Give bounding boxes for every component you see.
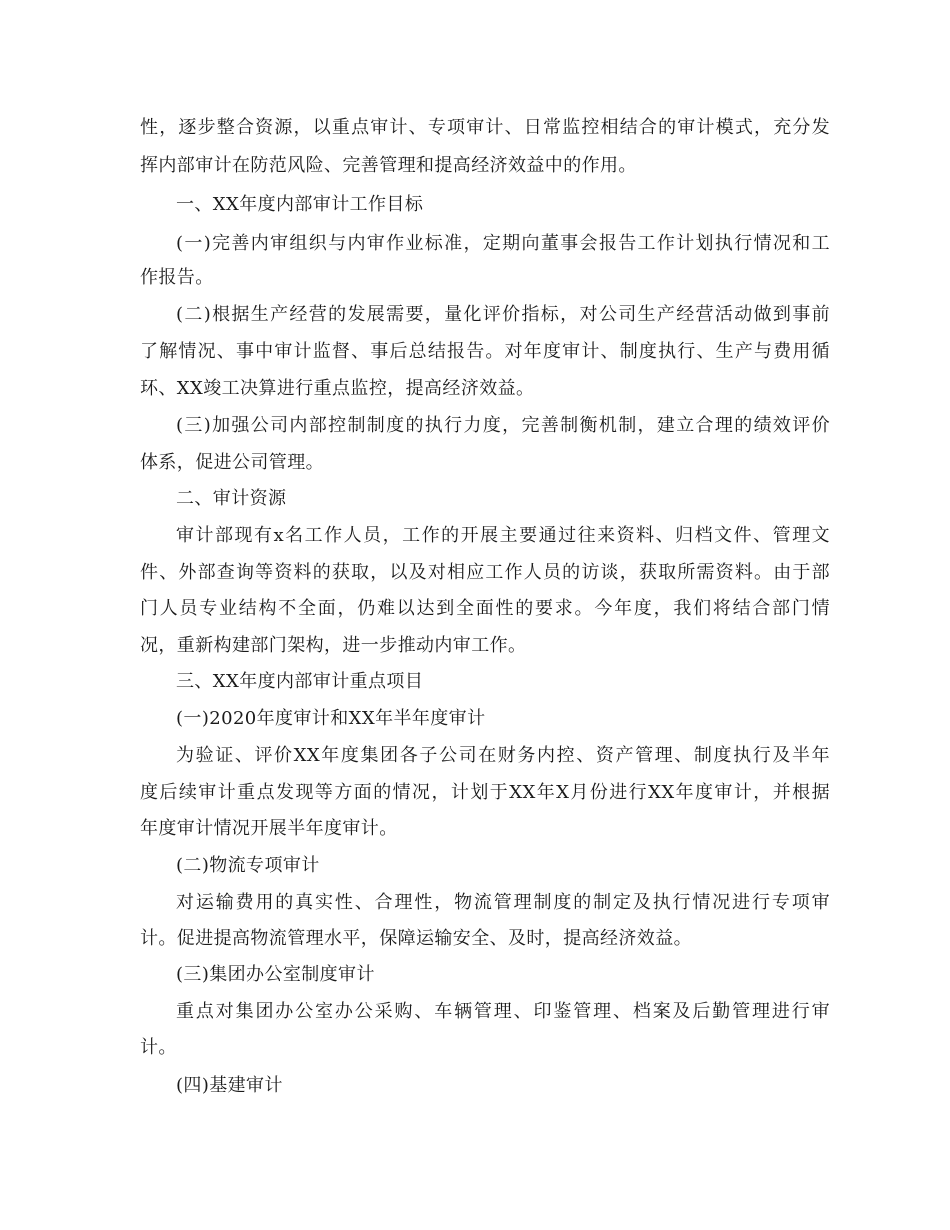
paragraph-line: (一)完善内审组织与内审作业标准，定期向董事会报告工作计划执行情况和工 — [176, 233, 830, 254]
paragraph-line: 计。 — [140, 1037, 177, 1058]
paragraph-line: 重点对集团办公室办公采购、车辆管理、印鉴管理、档案及后勤管理进行审 — [176, 1001, 830, 1022]
paragraph-line: (二)根据生产经营的发展需要，量化评价指标，对公司生产经营活动做到事前 — [176, 304, 830, 325]
paragraph-line: 挥内部审计在防范风险、完善管理和提高经济效益中的作用。 — [140, 155, 637, 176]
paragraph-line: 门人员专业结构不全面，仍难以达到全面性的要求。今年度，我们将结合部门情 — [140, 598, 830, 619]
paragraph-line: 况，重新构建部门架构，进一步推动内审工作。 — [140, 635, 527, 656]
subsection-heading: (三)集团办公室制度审计 — [176, 964, 375, 985]
section-heading: 二、审计资源 — [176, 488, 287, 509]
subsection-heading: (一)2020年度审计和XX年半年度审计 — [176, 708, 486, 729]
paragraph-line: 环、XX竣工决算进行重点监控，提高经济效益。 — [140, 378, 535, 399]
paragraph-line: 度后续审计重点发现等方面的情况，计划于XX年X月份进行XX年度审计，并根据 — [140, 782, 830, 803]
paragraph-line: 了解情况、事中审计监督、事后总结报告。对年度审计、制度执行、生产与费用循 — [140, 341, 830, 362]
paragraph-line: 为验证、评价XX年度集团各子公司在财务内控、资产管理、制度执行及半年 — [176, 745, 830, 766]
paragraph-line: 作报告。 — [140, 267, 214, 288]
paragraph-line: 年度审计情况开展半年度审计。 — [140, 818, 398, 839]
section-heading: 一、XX年度内部审计工作目标 — [176, 194, 424, 215]
paragraph-line: 体系，促进公司管理。 — [140, 452, 324, 473]
paragraph-line: (三)加强公司内部控制制度的执行力度，完善制衡机制，建立合理的绩效评价 — [176, 415, 830, 436]
subsection-heading: (四)基建审计 — [176, 1075, 283, 1096]
paragraph-line: 审计部现有x名工作人员，工作的开展主要通过往来资料、归档文件、管理文 — [176, 525, 830, 546]
subsection-heading: (二)物流专项审计 — [176, 855, 320, 876]
paragraph-line: 性，逐步整合资源，以重点审计、专项审计、日常监控相结合的审计模式，充分发 — [140, 117, 830, 138]
paragraph-line: 件、外部查询等资料的获取，以及对相应工作人员的访谈，获取所需资料。由于部 — [140, 562, 830, 583]
paragraph-line: 对运输费用的真实性、合理性，物流管理制度的制定及执行情况进行专项审 — [176, 892, 830, 913]
section-heading: 三、XX年度内部审计重点项目 — [176, 671, 424, 692]
paragraph-line: 计。促进提高物流管理水平，保障运输安全、及时，提高经济效益。 — [140, 928, 692, 949]
